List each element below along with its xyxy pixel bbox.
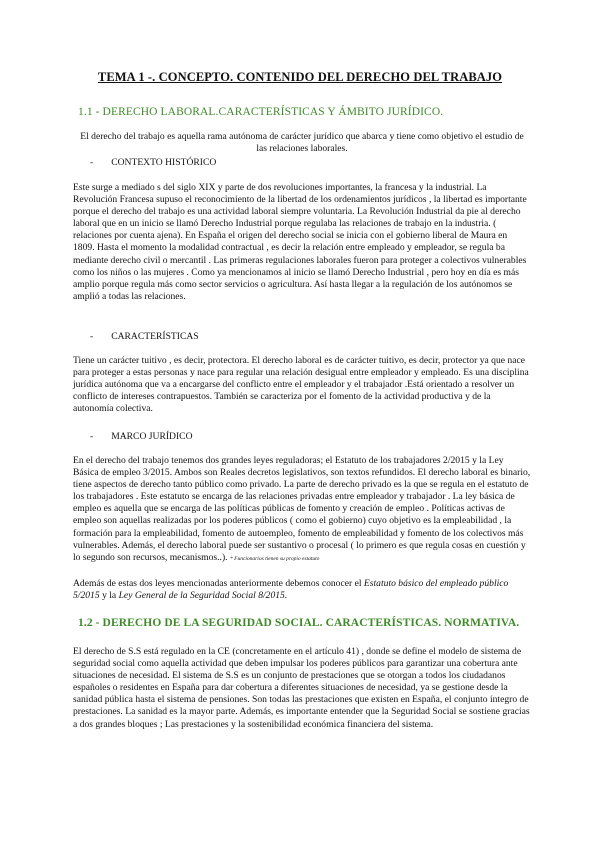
bullet-marco bbox=[90, 431, 193, 442]
caracteristicas-heading: CARACTERÍSTICAS bbox=[111, 331, 199, 342]
contexto-heading: CONTEXTO HISTÓRICO bbox=[111, 157, 217, 168]
marco-heading: MARCO JURÍDICO bbox=[111, 431, 193, 442]
intro-paragraph: El derecho del trabajo es aquella rama autónoma de carácter jurídico que abarca y tiene como objetivo el estudio de las relaciones laborales. bbox=[80, 131, 524, 155]
marco-extra-and: y la bbox=[102, 590, 117, 602]
section-title-1-2: 1.2 - DERECHO DE LA SEGURIDAD SOCIAL. CARACTERÍSTICAS. NORMATIVA. bbox=[78, 617, 520, 629]
seguridad-social-paragraph: El derecho de S.S está regulado en la CE (concretamente en el artículo 41) , donde se define el modelo de sistema de seguridad social como aquella actividad que deben impulsar los poderes públicos para garantizar una cobertura ante situaciones de necesidad. El sistema de S.S es un conjunto de prestaciones que se otorgan a todos los ciudadanos españoles o residentes en España para dar cobertura a diferentes situaciones de necesidad, ya se gestione desde la sanidad pública hasta el sistema de pensiones. Son todas las prestaciones que existen en España, el conjunto íntegro de prestaciones. La sanidad es la mayor parte. Además, es importante entender que la Seguridad Social se sostiene gracias a dos grandes bloques ; Las prestaciones y la sostenibilidad económica financiera del sistema. bbox=[73, 646, 530, 730]
bullet-mark: - bbox=[90, 331, 94, 342]
law-general-seguridad-social: Ley General de la Seguridad Social 8/2015. bbox=[118, 590, 288, 602]
marco-extra-prefix: Además de estas dos leyes mencionadas anteriormente debemos conocer el bbox=[73, 578, 362, 589]
marco-text: En el derecho del trabajo tenemos dos grandes leyes reguladoras; el Estatuto de los trabajadores 2/2015 y la Ley Básica de empleo 3/2015. Ambos son Reales decretos legislativos, son textos refundidos. El derecho laboral es binario, tiene aspectos de derecho tanto público como privado. La parte de derecho privado es la que se regula en el estatuto de los trabajadores . Este estatuto se encarga de las relaciones privadas entre empleador y trabajador . La ley básica de empleo es aquella que se encarga de las políticas públicas de fomento y creación de empleo . Políticas activas de empleo son aquellas realizadas por los poderes públicos ( como el gobierno) cuyo objetivo es la empleabilidad , la formación para la empleabilidad, fomento de autoempleo, fomento de empleabilidad y fomento de los colectivos más vulnerables. Además, el derecho laboral puede ser sustantivo o procesal ( lo primero es que regula cosas en cuestión y lo segundo son recursos, mecanismos..). bbox=[73, 455, 531, 563]
marco-footnote: * Funcionarios tienen su propio estatuto bbox=[229, 555, 320, 562]
law-estatuto-empleado-publico: Estatuto básico del empleado público 5/2015 bbox=[73, 578, 509, 602]
marco-extra-paragraph bbox=[73, 578, 531, 602]
bullet-caracteristicas bbox=[90, 331, 199, 342]
section-title-1-1: 1.1 - DERECHO LABORAL.CARACTERÍSTICAS Y ÁMBITO JURÍDICO. bbox=[78, 106, 444, 118]
page-title: TEMA 1 -. CONCEPTO. CONTENIDO DEL DERECHO DEL TRABAJO bbox=[97, 70, 503, 84]
bullet-mark: - bbox=[90, 157, 94, 168]
marco-paragraph bbox=[73, 455, 531, 565]
caracteristicas-paragraph: Tiene un carácter tuitivo , es decir, protectora. El derecho laboral es de carácter tuitivo, es decir, protector ya que nace para proteger a estas personas y nace para regular una relación desigual entre empleador y empleado. Es una disciplina jurídica autónoma que va a encargarse del conflicto entre el empleador y el trabajador .Está orientado a resolver un conflicto de intereses contrapuestos. También se caracteriza por el fomento de la actividad productiva y de la autonomía colectiva. bbox=[73, 355, 529, 415]
bullet-contexto bbox=[90, 157, 216, 168]
bullet-mark: - bbox=[90, 431, 94, 442]
contexto-paragraph: Este surge a mediado s del siglo XIX y parte de dos revoluciones importantes, la francesa y la industrial. La Revolución Francesa supuso el reconocimiento de la libertad de los ordenamientos jurídicos , la libertad es importante porque el derecho del trabajo es una actividad laboral siempre voluntaria. La Revolución Industrial da pie al derecho laboral que en un inicio se llamó Derecho Industrial porque regulaba las relaciones de trabajo en la industria. ( relaciones por cuenta ajena). En España el origen del derecho social se inicia con el gobierno liberal de Maura en 1809. Hasta el momento la modalidad contractual , es decir la relación entre empleado y empleador, se regula ba mediante derecho civil o mercantil . Las primeras regulaciones laborales fueron para proteger a colectivos vulnerables como los niños o las mujeres . Como ya mencionamos al inicio se llamó Derecho Industrial , pero hoy en día es más amplio porque regula más como sector servicios o agricultura. Así hasta llegar a la regulación de los autónomos se amplió a todas las relaciones. bbox=[73, 182, 527, 302]
